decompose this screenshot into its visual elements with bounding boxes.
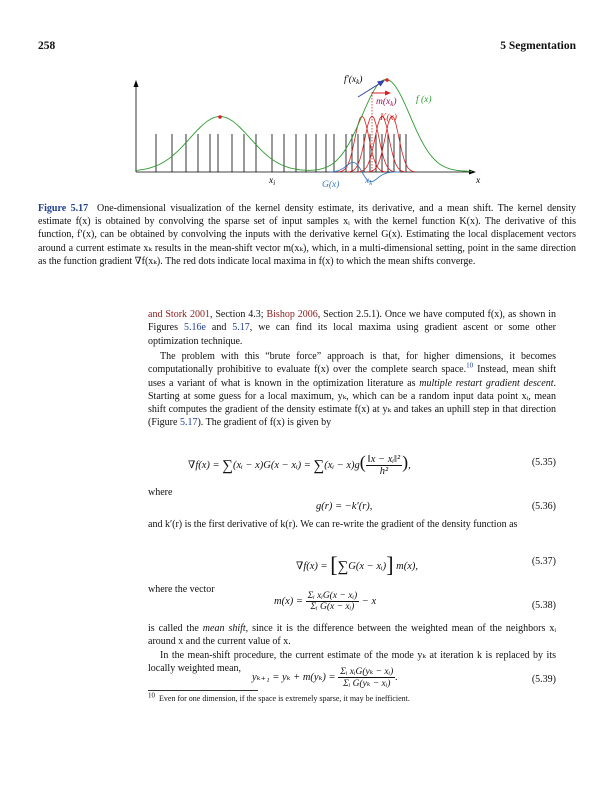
input-samples bbox=[156, 134, 406, 172]
citation-bishop[interactable]: Bishop 2006 bbox=[266, 309, 318, 320]
label-xk: $x_k$ bbox=[365, 176, 373, 187]
eq-math: yₖ₊₁ = yₖ + m(yₖ) = $\frac{\text{Σᵢ xᵢG(yₖ − xᵢ)}}{\text{Σᵢ G(yₖ − xᵢ)}}$ . bbox=[252, 667, 398, 689]
eq-math: ∇f(x) = ∑(xᵢ − x)G(x − xᵢ) = ∑(xᵢ − x)g( $\frac{\text{‖x − xᵢ‖²}}{\text{h²}}$ ), bbox=[188, 452, 411, 478]
eq-number: (5.35) bbox=[531, 457, 556, 468]
label-xaxis: x bbox=[476, 176, 481, 186]
citation-duda[interactable]: and Stork 2001 bbox=[148, 309, 210, 320]
eq-math: g(r) = −k′(r), bbox=[316, 501, 373, 512]
footnote-mark[interactable]: 10 bbox=[466, 361, 474, 370]
text: In the mean-shift procedure, the current estimate of the mode yₖ at iteration k is replaced by its locally weighted mean, bbox=[148, 650, 556, 675]
figure-link-517b[interactable]: 5.17 bbox=[179, 417, 198, 429]
figure-link-516e[interactable]: 5.16e bbox=[183, 322, 206, 334]
where-1: where bbox=[148, 487, 173, 498]
paragraph-3: and k′(r) is the first derivative of k(r). We can re-write the gradient of the density function as bbox=[148, 519, 518, 530]
equation-5-39 bbox=[148, 666, 556, 692]
caption-text: One-dimensional visualization of the kernel density estimate, its derivative, and a mean shift. The kernel density estimate f(x) is obtained by convolving the sparse set of input samples xᵢ with the kernel function K(x). The derivative of this function, f′(x), can be obtained by convolving the inputs with the derivative kernel G(x). Estimating the local displacement vectors around a current estimate xₖ results in the mean-shift vector m(xₖ), which, in a multi-dimensional setting, point in the same direction as the function gradient ∇f(xₖ). The red dots indicate local maxima in f(x) to which the mean shifts converge. bbox=[38, 203, 576, 267]
emphasis: multiple restart gradient descent bbox=[419, 377, 554, 389]
text: . Starting at some guess for a local maximum, yₖ, which can be a random input data point xᵢ, mean shift computes the gradient of the density estimate f(x) at yₖ and takes an uphill step in that direction (Figure bbox=[148, 377, 556, 429]
paragraph-2 bbox=[148, 350, 556, 430]
paragraph-4 bbox=[148, 622, 556, 649]
footnote bbox=[148, 691, 556, 703]
label-fx: f (x) bbox=[416, 95, 432, 105]
text: , Section 2.5.1). Once we have computed f(x), as shown in Figures bbox=[148, 309, 557, 334]
footnote-text: Even for one dimension, if the space is extremely sparse, it may be inefficient. bbox=[159, 694, 410, 703]
text: , Section 4.3; bbox=[209, 309, 267, 320]
figure-caption bbox=[38, 202, 576, 268]
text: The problem with this “brute force” approach is that, for higher dimensions, it becomes computationally prohibitive to evaluate f(x) over the complete search space. bbox=[148, 351, 556, 376]
label-fprime: $f'(x_k)$ bbox=[344, 75, 363, 86]
label-Kx: K(x) bbox=[380, 113, 397, 123]
y-axis-arrow-icon bbox=[134, 80, 139, 87]
text: is called the bbox=[148, 623, 203, 634]
page-number: 258 bbox=[38, 40, 56, 52]
kernel-bump bbox=[368, 116, 416, 172]
eq-number: (5.38) bbox=[531, 600, 556, 611]
mean-shift-figure bbox=[100, 70, 530, 196]
local-maximum-dot bbox=[385, 78, 389, 82]
figure-link-517[interactable]: 5.17 bbox=[232, 322, 250, 334]
label-mx: $m(x_k)$ bbox=[376, 97, 397, 108]
kernel-bump bbox=[338, 116, 386, 172]
paragraph-1 bbox=[148, 308, 556, 348]
page-header bbox=[38, 40, 576, 56]
text: ). The gradient of f(x) is given by bbox=[197, 417, 332, 429]
label-xi: $x_i$ bbox=[269, 176, 276, 187]
eq-number: (5.39) bbox=[531, 674, 556, 685]
chapter-title: 5 Segmentation bbox=[500, 40, 576, 52]
equation-5-35 bbox=[148, 448, 556, 488]
text: , we can find its local maxima using gradient ascent or some other optimization technique. bbox=[148, 322, 556, 347]
footnote-number: 10 bbox=[148, 691, 155, 700]
eq-number: (5.36) bbox=[531, 501, 556, 512]
label-Gx: G(x) bbox=[322, 180, 340, 190]
x-axis-arrow-icon bbox=[469, 170, 476, 175]
mean-shift-arrowhead-icon bbox=[385, 91, 391, 96]
equation-5-36 bbox=[148, 499, 556, 515]
text: Instead, mean shift uses a variant of what is known in the optimization literature as bbox=[148, 364, 557, 389]
emphasis: mean shift bbox=[202, 623, 246, 634]
eq-math: ∇f(x) = [∑G(x − xᵢ)] m(x), bbox=[296, 552, 419, 577]
eq-number: (5.37) bbox=[531, 556, 556, 567]
text: , since it is the difference between the weighted mean of the neighbors xᵢ around x and the current value of x. bbox=[148, 623, 557, 648]
figure-label: Figure 5.17 bbox=[38, 203, 89, 214]
local-maximum-dot bbox=[218, 115, 222, 119]
text: and bbox=[205, 322, 233, 334]
equation-5-37 bbox=[148, 546, 556, 580]
equation-5-38 bbox=[148, 590, 556, 622]
where-2: where the vector bbox=[148, 584, 215, 595]
eq-math: m(x) = $\frac{\text{Σᵢ xᵢG(x − xᵢ)}}{\text{Σᵢ G(x − xᵢ)}}$ − x bbox=[274, 591, 377, 612]
gradient-arrowhead-icon bbox=[377, 80, 385, 87]
